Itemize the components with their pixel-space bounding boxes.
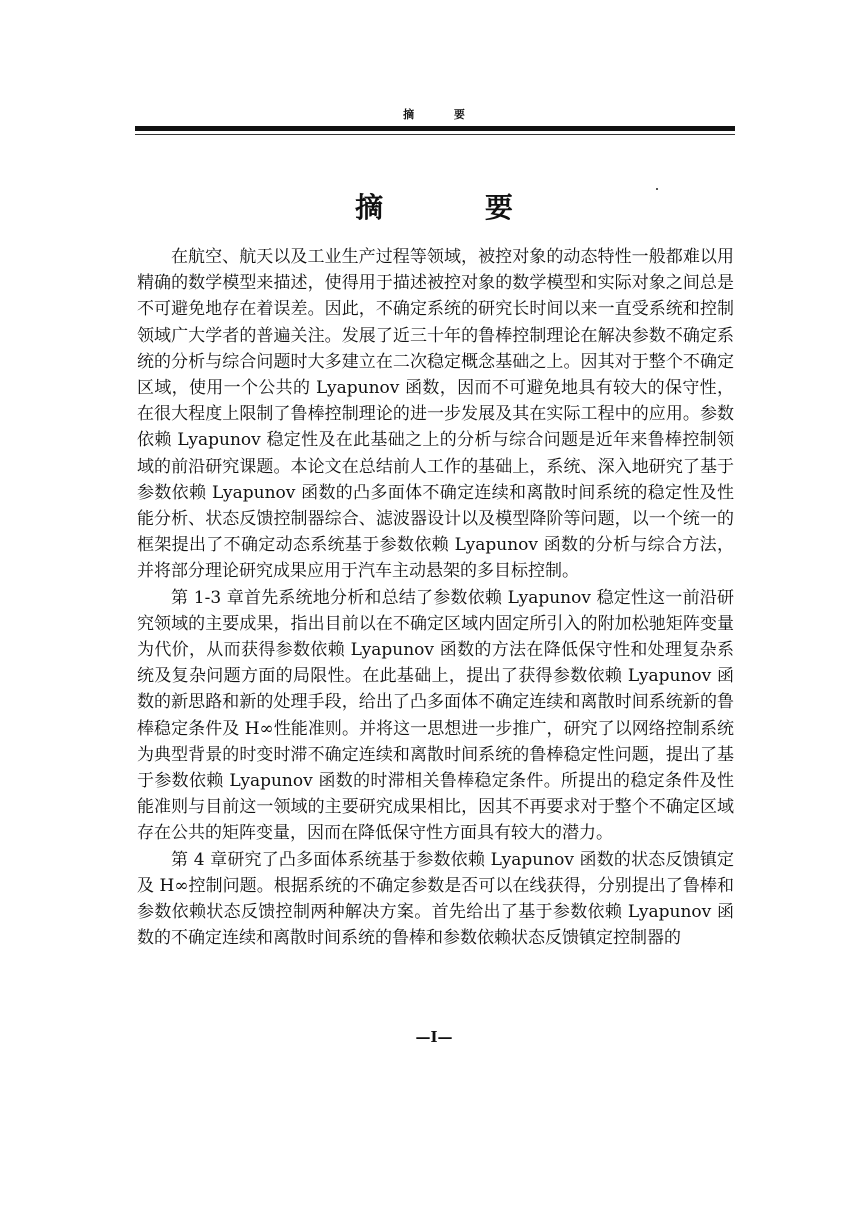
- running-header: 摘 要: [403, 108, 483, 121]
- paragraph-2: 第 1-3 章首先系统地分析和总结了参数依赖 Lyapunov 稳定性这一前沿研究领域的主要成果，指出目前以在不确定区域内固定所引入的附加松驰矩阵变量为代价，从而获得参数依赖 Lyapunov 函数的方法在降低保守性和处理复杂系统及复杂问题方面的局限性。在此基础上，提出了获得参数依赖 Lyapunov 函数的新思路和新的处理手段，给出了凸多面体不确定连续和离散时间系统新的鲁棒稳定条件及 H∞性能准则。并将这一思想进一步推广，研究了以网络控制系统为典型背景的时变时滞不确定连续和离散时间系统的鲁棒稳定性问题，提出了基于参数依赖 Lyapunov 函数的时滞相关鲁棒稳定条件。所提出的稳定条件及性能准则与目前这一领域的主要研究成果相比，因其不再要求对于整个不确定区域存在公共的矩阵变量，因而在降低保守性方面具有较大的潜力。: [137, 587, 734, 844]
- paragraph-3: 第 4 章研究了凸多面体系统基于参数依赖 Lyapunov 函数的状态反馈镇定及 H∞控制问题。根据系统的不确定参数是否可以在线获得，分别提出了鲁棒和参数依赖状态反馈控制两种解决方案。首先给出了基于参数依赖 Lyapunov 函数的不确定连续和离散时间系统的鲁棒和参数依赖状态反馈镇定控制器的: [137, 849, 734, 949]
- header-rule-thin: [135, 134, 735, 135]
- abstract-body: [137, 244, 734, 951]
- header-rule: [135, 126, 735, 131]
- page-number: —I—: [415, 1028, 453, 1046]
- paragraph-1: 在航空、航天以及工业生产过程等领域，被控对象的动态特性一般都难以用精确的数学模型来描述，使得用于描述被控对象的数学模型和实际对象之间总是不可避免地存在着误差。因此，不确定系统的研究长时间以来一直受系统和控制领域广大学者的普遍关注。发展了近三十年的鲁棒控制理论在解决参数不确定系统的分析与综合问题时大多建立在二次稳定概念基础之上。因其对于整个不确定区域，使用一个公共的 Lyapunov 函数，因而不可避免地具有较大的保守性，在很大程度上限制了鲁棒控制理论的进一步发展及其在实际工程中的应用。参数依赖 Lyapunov 稳定性及在此基础之上的分析与综合问题是近年来鲁棒控制领域的前沿研究课题。本论文在总结前人工作的基础上，系统、深入地研究了基于参数依赖 Lyapunov 函数的凸多面体不确定连续和离散时间系统的稳定性及性能分析、状态反馈控制器综合、滤波器设计以及模型降阶等问题，以一个统一的框架提出了不确定动态系统基于参数依赖 Lyapunov 函数的分析与综合方法，并将部分理论研究成果应用于汽车主动悬架的多目标控制。: [137, 247, 734, 582]
- page-title: 摘 要: [355, 191, 559, 224]
